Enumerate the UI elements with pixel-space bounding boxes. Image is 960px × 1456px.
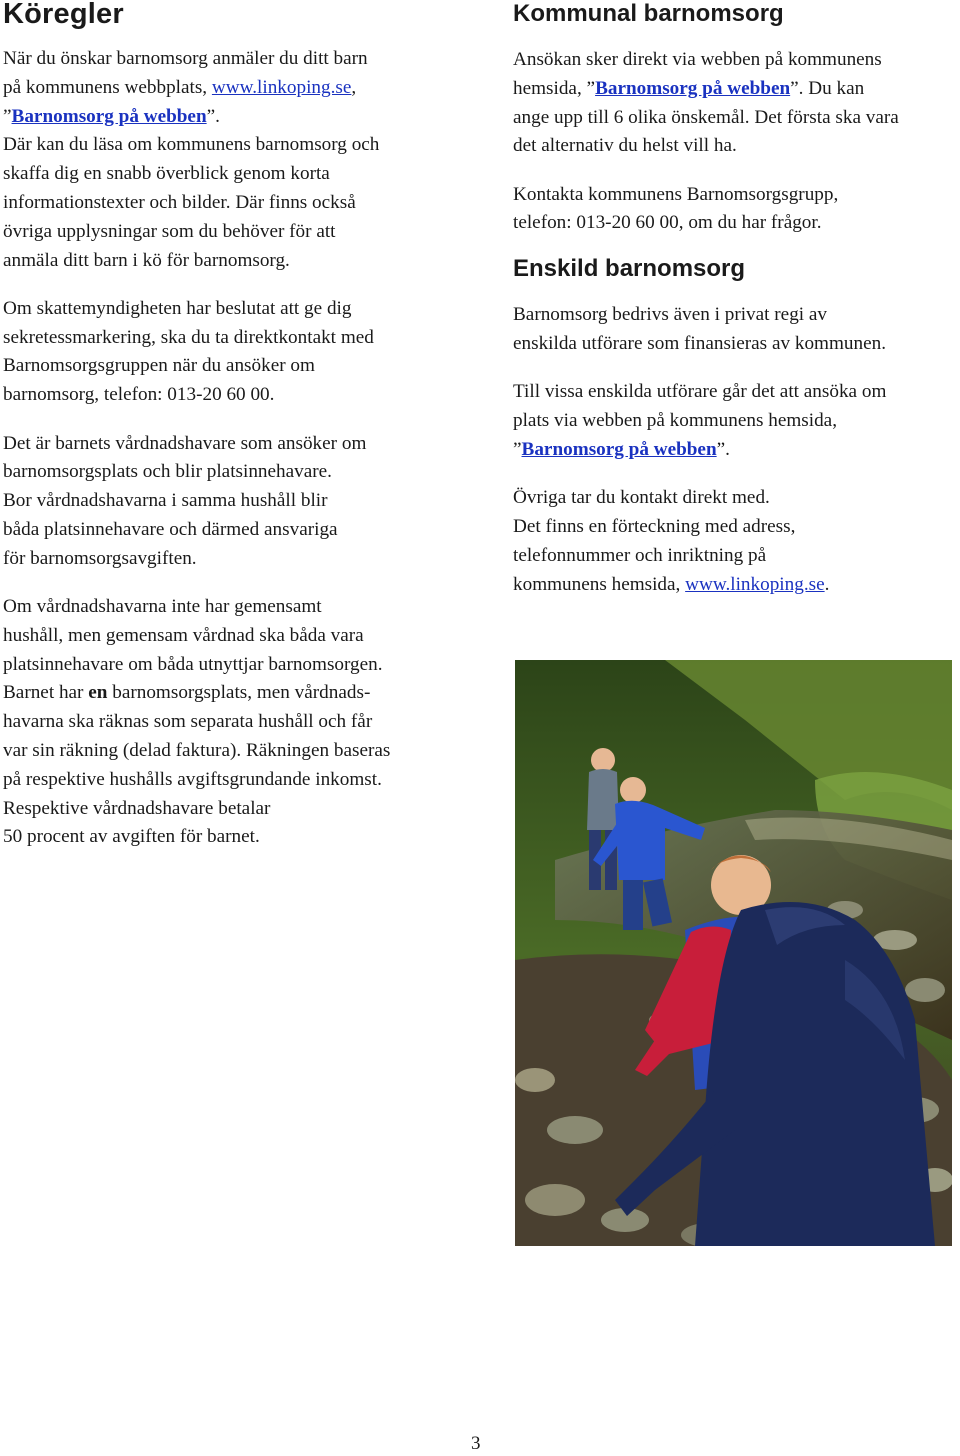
paragraph-privat-regi [513, 301, 953, 359]
text-line: havarna ska räknas som separata hushåll och får [3, 711, 373, 733]
heading-enskild-barnomsorg: Enskild barnomsorg [513, 255, 746, 283]
text-line: Bor vårdnadshavarna i samma hushåll blir [3, 490, 328, 512]
text-line: barnomsorgsplats och blir platsinnehavare. [3, 461, 332, 483]
text-line: Det är barnets vårdnadshavare som ansöker om [3, 432, 367, 454]
barnomsorg-pa-webben-link[interactable]: Barnomsorg på webben [521, 438, 717, 460]
paragraph-ovriga [513, 484, 953, 599]
heading-kommunal-barnomsorg: Kommunal barnomsorg [513, 0, 784, 27]
text-line: 50 procent av avgiften för barnet. [3, 826, 260, 848]
paragraph-anmalan [3, 45, 453, 275]
barnomsorg-pa-webben-link[interactable]: Barnomsorg på webben [11, 105, 207, 127]
text-line: ange upp till 6 olika önskemål. Det första ska vara [513, 106, 899, 128]
left-column [3, 0, 453, 852]
text-line: platsinnehavare om båda utnyttjar barnomsorgen. [3, 653, 383, 675]
paragraph-kontakt [513, 181, 953, 239]
text-line: Barnomsorg bedrivs även i privat regi av [513, 304, 828, 326]
text-line: var sin räkning (delad faktura). Räkningen baseras [3, 740, 391, 762]
text-line: anmäla ditt barn i kö för barnomsorg. [3, 249, 290, 271]
text-line: När du önskar barnomsorg anmäler du ditt barn [3, 48, 368, 69]
text-line: Barnet har en barnomsorgsplats, men vårdnads- [3, 682, 371, 704]
barnomsorg-pa-webben-link[interactable]: Barnomsorg på webben [595, 77, 791, 99]
text-line: Respektive vårdnadshavare betalar [3, 797, 271, 819]
text-line: Till vissa enskilda utförare går det att ansöka om [513, 381, 887, 403]
text-line: ”Barnomsorg på webben”. [513, 438, 730, 460]
text-line: hushåll, men gemensam vårdnad ska båda vara [3, 624, 364, 646]
page-number: 3 [471, 1433, 481, 1454]
text-line: enskilda utförare som finansieras av kommunen. [513, 333, 886, 355]
text-line: båda platsinnehavare och därmed ansvariga [3, 518, 338, 540]
text-line: informationstexter och bilder. Där finns också [3, 191, 356, 213]
text-line: telefonnummer och inriktning på [513, 544, 767, 566]
text-line: Där kan du läsa om kommunens barnomsorg och [3, 134, 380, 156]
text-line: det alternativ du helst vill ha. [513, 135, 737, 157]
children-stream-photo [515, 660, 952, 1246]
children-stream-illustration [515, 660, 952, 1246]
text-line: hemsida, ”Barnomsorg på webben”. Du kan [513, 77, 865, 99]
paragraph-ansoka-webben [513, 378, 953, 464]
right-column [513, 0, 953, 599]
page-heading-koregler: Köregler [3, 0, 124, 30]
text-line: på respektive hushålls avgiftsgrundande inkomst. [3, 768, 382, 790]
text-line: Det finns en förteckning med adress, [513, 516, 796, 538]
linkoping-link[interactable]: www.linkoping.se [685, 573, 825, 595]
text-line: Kontakta kommunens Barnomsorgsgrupp, [513, 183, 839, 205]
text-line: sekretessmarkering, ska du ta direktkontakt med [3, 326, 374, 348]
text-line: Ansökan sker direkt via webben på kommunens [513, 49, 882, 70]
paragraph-ansokan [513, 46, 953, 161]
linkoping-link[interactable]: www.linkoping.se [211, 76, 352, 98]
paragraph-vardnadshavare [3, 430, 453, 574]
text-line: barnomsorg, telefon: 013-20 60 00. [3, 384, 275, 406]
text-line: Om skattemyndigheten har beslutat att ge dig [3, 297, 352, 319]
text-line: ”Barnomsorg på webben”. [3, 105, 220, 127]
text-line: kommunens hemsida, www.linkoping.se. [513, 573, 830, 595]
emphasis-en: en [88, 682, 108, 704]
text-line: skaffa dig en snabb överblick genom korta [3, 163, 330, 185]
text-line: telefon: 013-20 60 00, om du har frågor. [513, 212, 822, 234]
text-line: övriga upplysningar som du behöver för att [3, 220, 336, 242]
text-line: för barnomsorgsavgiften. [3, 547, 197, 569]
text-line: Om vårdnadshavarna inte har gemensamt [3, 596, 322, 618]
text-line: Övriga tar du kontakt direkt med. [513, 487, 770, 509]
text-line: plats via webben på kommunens hemsida, [513, 410, 837, 432]
paragraph-sekretess [3, 295, 453, 410]
text-line: på kommunens webbplats, www.linkoping.se, [3, 76, 357, 98]
paragraph-delad-faktura [3, 593, 453, 852]
text-line: Barnomsorgsgruppen när du ansöker om [3, 355, 315, 377]
